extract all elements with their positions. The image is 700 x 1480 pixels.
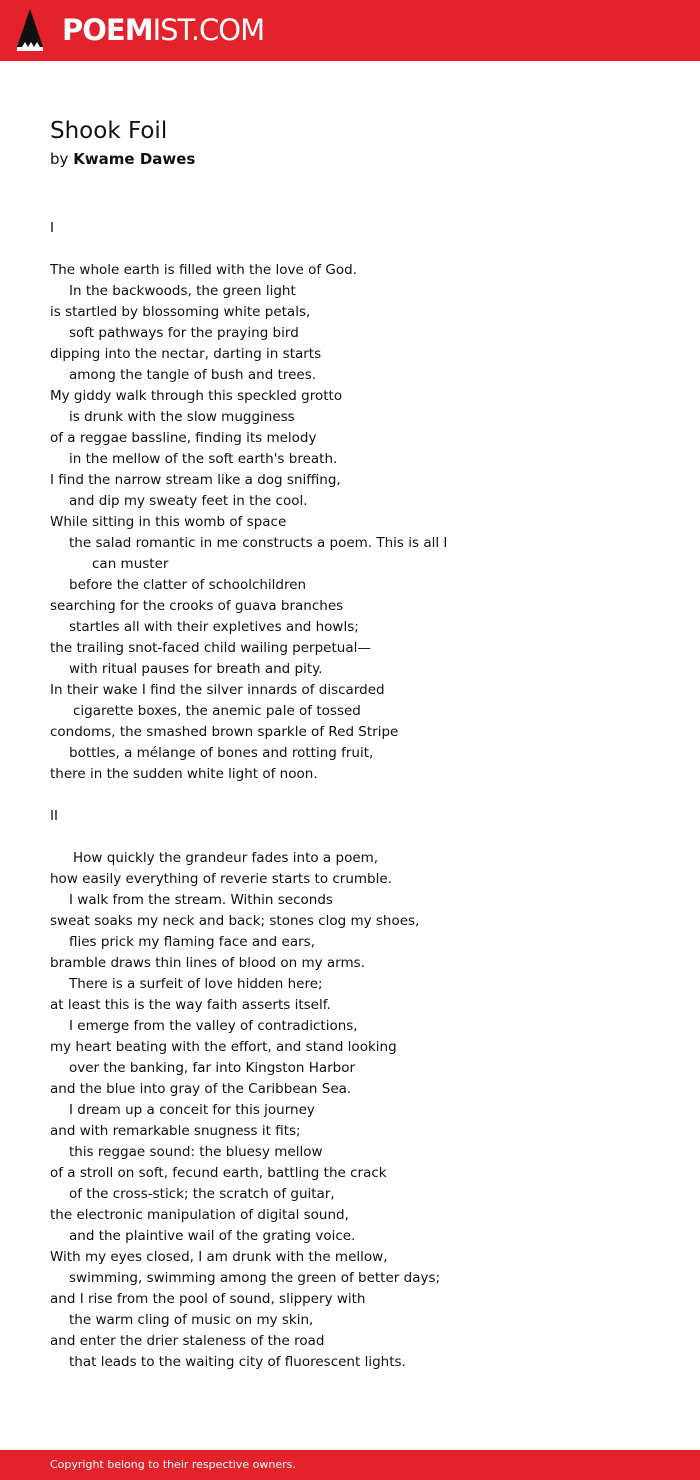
poem-line: bramble draws thin lines of blood on my arms. bbox=[50, 955, 365, 971]
author-name: Kwame Dawes bbox=[73, 150, 196, 168]
poem-line: my heart beating with the effort, and stand looking bbox=[50, 1039, 397, 1055]
poem-line: My giddy walk through this speckled grotto bbox=[50, 388, 343, 404]
poem-line: is startled by blossoming white petals, bbox=[50, 304, 311, 320]
poem-line: condoms, the smashed brown sparkle of Red Stripe bbox=[50, 724, 399, 740]
section-numeral: II bbox=[50, 808, 58, 824]
poem-line: in the mellow of the soft earth's breath. bbox=[69, 451, 338, 467]
poem-line: how easily everything of reverie starts to crumble. bbox=[50, 871, 392, 887]
poem-line: this reggae sound: the bluesy mellow bbox=[69, 1144, 323, 1160]
byline bbox=[50, 149, 195, 169]
poem-line: I walk from the stream. Within seconds bbox=[69, 892, 333, 908]
poem-line: the electronic manipulation of digital sound, bbox=[50, 1207, 349, 1223]
poem-line: With my eyes closed, I am drunk with the mellow, bbox=[50, 1249, 388, 1265]
poem-line: While sitting in this womb of space bbox=[50, 514, 287, 530]
poem-line: and the blue into gray of the Caribbean Sea. bbox=[50, 1081, 352, 1097]
logo-light-text: IST.COM bbox=[152, 13, 265, 47]
poem-line: over the banking, far into Kingston Harbor bbox=[69, 1060, 356, 1076]
poem-line: sweat soaks my neck and back; stones clog my shoes, bbox=[50, 913, 420, 929]
poem-line: of a stroll on soft, fecund earth, battling the crack bbox=[50, 1165, 387, 1181]
poem-line: swimming, swimming among the green of better days; bbox=[69, 1270, 441, 1286]
poem-body bbox=[50, 218, 670, 1373]
poem-line: How quickly the grandeur fades into a poem, bbox=[73, 850, 379, 866]
section-numeral: I bbox=[50, 220, 54, 236]
copyright-text: Copyright belong to their respective owners. bbox=[50, 1458, 296, 1471]
poem-line: startles all with their expletives and howls; bbox=[69, 619, 359, 635]
poem-line: flies prick my flaming face and ears, bbox=[69, 934, 315, 950]
poem-line: bottles, a mélange of bones and rotting fruit, bbox=[69, 745, 374, 761]
poem-line: of a reggae bassline, finding its melody bbox=[50, 430, 317, 446]
poem-line: the warm cling of music on my skin, bbox=[69, 1312, 314, 1328]
poem-line: that leads to the waiting city of fluorescent lights. bbox=[69, 1354, 406, 1370]
poem-line: There is a surfeit of love hidden here; bbox=[69, 976, 323, 992]
poem-line: In the backwoods, the green light bbox=[69, 283, 296, 299]
poem-line: and dip my sweaty feet in the cool. bbox=[69, 493, 308, 509]
stanza-gap bbox=[50, 239, 670, 260]
poem-line: is drunk with the slow mugginess bbox=[69, 409, 295, 425]
poem-line: I emerge from the valley of contradictions, bbox=[69, 1018, 358, 1034]
poem-line: among the tangle of bush and trees. bbox=[69, 367, 317, 383]
site-footer bbox=[0, 1450, 700, 1480]
site-logo[interactable] bbox=[62, 13, 264, 47]
logo-strong-text: POEM bbox=[62, 13, 153, 47]
poem-line: and I rise from the pool of sound, slippery with bbox=[50, 1291, 366, 1307]
section-gap bbox=[50, 785, 670, 806]
poem-line: can muster bbox=[92, 556, 169, 572]
poem-line: cigarette boxes, the anemic pale of tossed bbox=[73, 703, 361, 719]
poem-line: there in the sudden white light of noon. bbox=[50, 766, 318, 782]
poem-line: at least this is the way faith asserts itself. bbox=[50, 997, 331, 1013]
poem-line: I dream up a conceit for this journey bbox=[69, 1102, 315, 1118]
poem-line: of the cross-stick; the scratch of guitar, bbox=[69, 1186, 335, 1202]
site-header bbox=[0, 0, 700, 61]
poem-line: dipping into the nectar, darting in starts bbox=[50, 346, 322, 362]
poem-line: before the clatter of schoolchildren bbox=[69, 577, 307, 593]
poem-line: and the plaintive wail of the grating voice. bbox=[69, 1228, 356, 1244]
poem-line: I find the narrow stream like a dog sniffing, bbox=[50, 472, 341, 488]
poem-line: soft pathways for the praying bird bbox=[69, 325, 299, 341]
poem-title: Shook Foil bbox=[50, 118, 168, 144]
poem-line: The whole earth is filled with the love of God. bbox=[50, 262, 357, 278]
poem-line: the salad romantic in me constructs a poem. This is all I bbox=[69, 535, 448, 551]
poem-line: and enter the drier staleness of the road bbox=[50, 1333, 325, 1349]
poem-line: and with remarkable snugness it fits; bbox=[50, 1123, 301, 1139]
poem-line: with ritual pauses for breath and pity. bbox=[69, 661, 323, 677]
by-label: by bbox=[50, 150, 69, 168]
poem-line: searching for the crooks of guava branches bbox=[50, 598, 344, 614]
poem-line: the trailing snot-faced child wailing perpetual— bbox=[50, 640, 371, 656]
poem-line: In their wake I find the silver innards of discarded bbox=[50, 682, 385, 698]
pencil-icon[interactable] bbox=[17, 9, 43, 51]
stanza-gap bbox=[50, 827, 670, 848]
